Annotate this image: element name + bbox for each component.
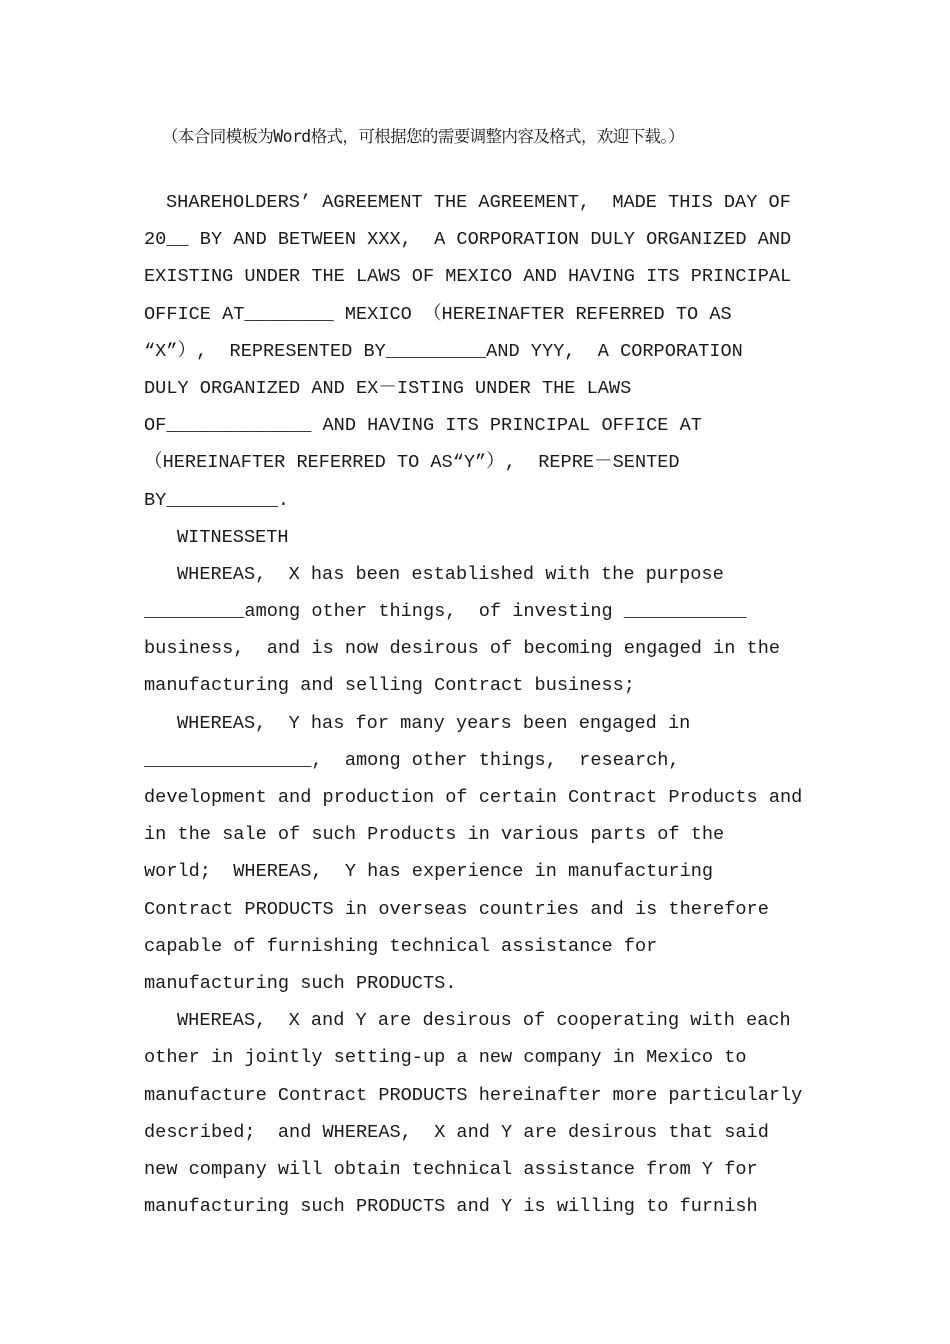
- text-line: Contract PRODUCTS in overseas countries and is therefore: [144, 898, 769, 920]
- text-line: （HEREINAFTER REFERRED TO AS“Y”）, REPRE－SENTED: [144, 452, 680, 474]
- text-line: WHEREAS, X has been established with the purpose: [177, 563, 724, 585]
- text-line: SHAREHOLDERS’ AGREEMENT THE AGREEMENT, MADE THIS DAY OF: [166, 192, 791, 213]
- text-line: WHEREAS, Y has for many years been engaged in: [177, 712, 691, 734]
- text-line: manufacture Contract PRODUCTS hereinafter more particularly: [144, 1084, 803, 1106]
- text-line: “X”）, REPRESENTED BY_________AND YYY, A CORPORATION: [144, 340, 743, 362]
- text-line: WHEREAS, X and Y are desirous of cooperating with each: [177, 1010, 791, 1032]
- text-line: _______________, among other things, research,: [144, 749, 680, 771]
- text-line: EXISTING UNDER THE LAWS OF MEXICO AND HAVING ITS PRINCIPAL: [144, 266, 792, 288]
- text-line: in the sale of such Products in various parts of the: [144, 824, 725, 846]
- text-line: described; and WHEREAS, X and Y are desirous that said: [144, 1121, 769, 1143]
- template-note: （本合同模板为Word格式，可根据您的需要调整内容及格式，欢迎下载。）: [162, 127, 684, 146]
- text-line: business, and is now desirous of becoming engaged in the: [144, 638, 781, 660]
- text-line: BY__________.: [144, 489, 290, 511]
- text-line: manufacturing such PRODUCTS and Y is willing to furnish: [144, 1196, 758, 1218]
- text-line: capable of furnishing technical assistance for: [144, 935, 658, 957]
- text-line: world; WHEREAS, Y has experience in manufacturing: [144, 861, 714, 883]
- text-line: manufacturing and selling Contract business;: [144, 675, 635, 697]
- text-line: other in jointly setting-up a new company in Mexico to: [144, 1047, 747, 1069]
- text-line: 20__ BY AND BETWEEN XXX, A CORPORATION DULY ORGANIZED AND: [144, 229, 792, 251]
- section-heading-witnesseth: WITNESSETH: [177, 526, 289, 548]
- agreement-body: [144, 184, 824, 1225]
- text-line: DULY ORGANIZED AND EX－ISTING UNDER THE LAWS: [144, 377, 632, 399]
- text-line: _________among other things, of investing ___________: [144, 601, 747, 623]
- text-line: OFFICE AT________ MEXICO （HEREINAFTER REFERRED TO AS: [144, 303, 732, 325]
- text-line: new company will obtain technical assistance from Y for: [144, 1158, 758, 1180]
- text-line: manufacturing such PRODUCTS.: [144, 972, 457, 994]
- text-line: development and production of certain Contract Products and: [144, 787, 803, 808]
- text-line: OF_____________ AND HAVING ITS PRINCIPAL OFFICE AT: [144, 415, 702, 437]
